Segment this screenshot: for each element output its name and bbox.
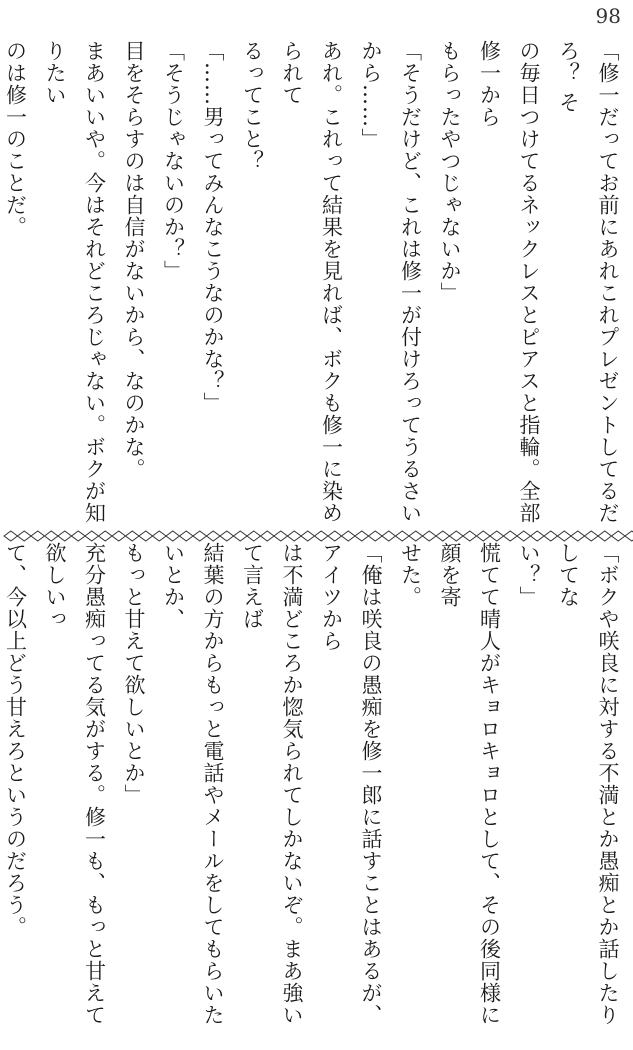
text-line: もっと甘えて欲しいとか」: [122, 542, 146, 806]
text-line: 結葉の方からもっと電話やメールをしてもらいたいとか、: [161, 542, 225, 1026]
text-line: あれ。これって結果を見れば、ボクも修一に染められて: [280, 40, 344, 524]
text-line: 「俺は咲良の愚痴を修一郎に話すことはあるが、アイツから: [319, 542, 383, 1026]
text-line: 充分愚痴ってる気がする。修一も、もっと甘えて欲しいっ: [43, 542, 107, 1026]
top-vertical-text: [0, 40, 627, 530]
text-line: 「……男ってみんなこうなのかな？」: [201, 40, 225, 414]
text-line: まあいいや。今はそれどころじゃない。ボクが知りたい: [43, 40, 107, 524]
text-line: い？」: [517, 542, 541, 608]
text-line: は不満どころか惚気られてしかないぞ。まあ強いて言えば: [240, 542, 304, 1026]
text-line: せた。: [398, 542, 423, 608]
text-line: もらったやつじゃないか」: [438, 40, 462, 304]
diamond-chain-icon: [0, 530, 633, 542]
bottom-text-block: [0, 542, 633, 1042]
text-line: 目をそらすのは自信がないから、なのかな。: [122, 40, 146, 480]
diamond-separator: [0, 530, 633, 542]
text-line: の毎日つけてるネックレスとピアスと指輪。全部修一から: [477, 40, 541, 524]
text-line: 「そうだけど、これは修一が付けろってうるさいから……」: [359, 40, 423, 524]
text-line: 慌てて晴人がキョロキョロとして、その後同様に顔を寄: [438, 542, 502, 1026]
text-line: 「そうじゃないのか？」: [161, 40, 186, 282]
text-line: て、今以上どう甘えろというのだろう。: [3, 542, 28, 938]
text-line: るってこと？: [240, 40, 265, 172]
top-text-block: [0, 40, 633, 530]
text-line: 「修一だってお前にあれこれプレゼントしてるだろ？ そ: [556, 40, 620, 524]
page-number: 98: [595, 4, 621, 28]
text-line: 「ボクや咲良に対する不満とか愚痴とか話したりしてな: [556, 542, 620, 1026]
bottom-vertical-text: [0, 542, 627, 1042]
text-line: のは修一のことだ。: [3, 40, 28, 238]
